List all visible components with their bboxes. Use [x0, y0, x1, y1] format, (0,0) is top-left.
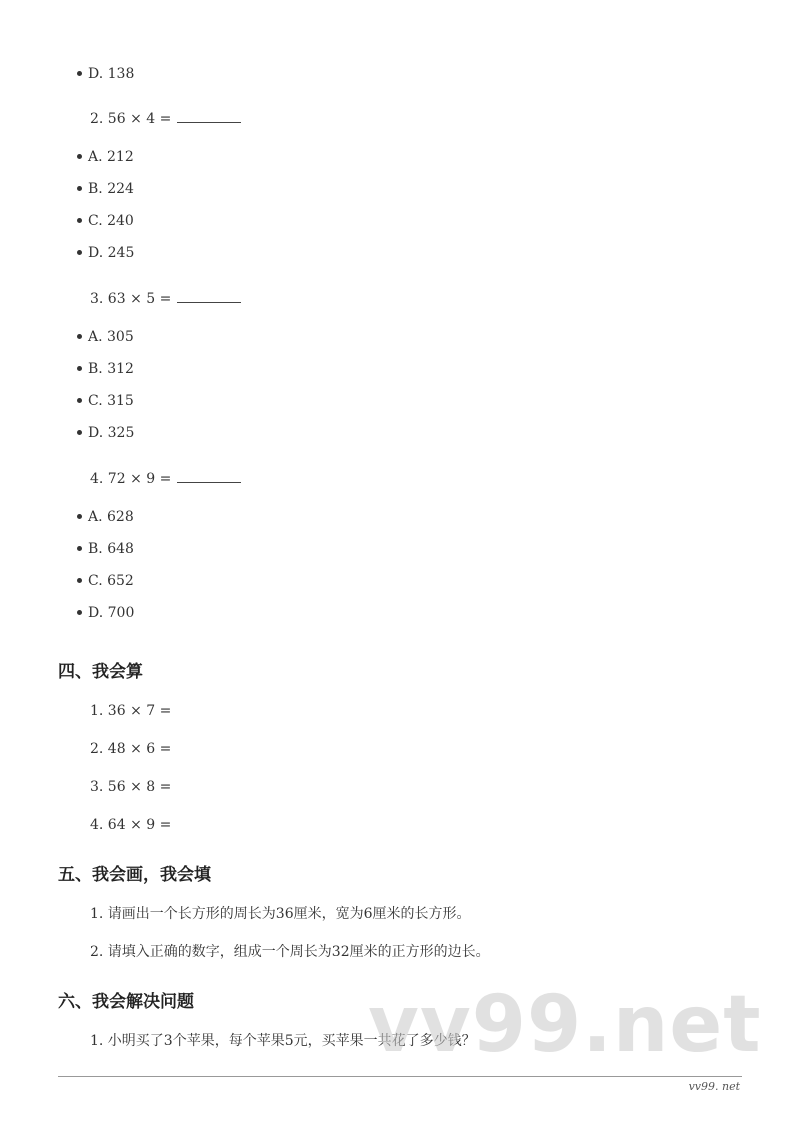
bullet-icon	[77, 578, 82, 583]
q3-option-a: A. 305	[77, 328, 134, 346]
bullet-icon	[77, 398, 82, 403]
q3-option-c: C. 315	[77, 392, 134, 410]
section-4-item: 1. 36 × 7 =	[90, 703, 172, 719]
q3-stem: 3. 63 × 5 =	[90, 290, 241, 308]
footer-divider	[58, 1076, 742, 1077]
section-6-item: 1. 小明买了3个苹果，每个苹果5元，买苹果一共花了多少钱？	[90, 1033, 476, 1049]
q4-option-d: D. 700	[77, 604, 134, 622]
bullet-icon	[77, 154, 82, 159]
bullet-icon	[77, 546, 82, 551]
section-4-item: 3. 56 × 8 =	[90, 779, 172, 795]
answer-blank[interactable]	[177, 110, 241, 123]
bullet-icon	[77, 218, 82, 223]
q2-stem: 2. 56 × 4 =	[90, 110, 241, 128]
bullet-icon	[77, 514, 82, 519]
bullet-icon	[77, 186, 82, 191]
section-6-title: 六、我会解决问题	[58, 992, 194, 1012]
answer-blank[interactable]	[177, 290, 241, 303]
watermark: vv99.net	[368, 980, 762, 1070]
q4-option-b: B. 648	[77, 540, 134, 558]
q4-option-a: A. 628	[77, 508, 134, 526]
bullet-icon	[77, 250, 82, 255]
q3-option-d: D. 325	[77, 424, 134, 442]
q4-stem: 4. 72 × 9 =	[90, 470, 241, 488]
q1-option-d: D. 138	[77, 65, 134, 83]
bullet-icon	[77, 610, 82, 615]
bullet-icon	[77, 366, 82, 371]
q2-option-c: C. 240	[77, 212, 134, 230]
q2-option-d: D. 245	[77, 244, 134, 262]
q2-option-a: A. 212	[77, 148, 134, 166]
answer-blank[interactable]	[177, 470, 241, 483]
section-5-item: 1. 请画出一个长方形的周长为36厘米，宽为6厘米的长方形。	[90, 906, 471, 922]
q4-option-c: C. 652	[77, 572, 134, 590]
bullet-icon	[77, 430, 82, 435]
section-4-item: 4. 64 × 9 =	[90, 817, 172, 833]
section-4-item: 2. 48 × 6 =	[90, 741, 172, 757]
section-5-title: 五、我会画，我会填	[58, 865, 211, 885]
section-4-title: 四、我会算	[58, 662, 143, 682]
q2-option-b: B. 224	[77, 180, 134, 198]
bullet-icon	[77, 71, 82, 76]
footer-site-label: vv99. net	[688, 1080, 740, 1093]
section-5-item: 2. 请填入正确的数字，组成一个周长为32厘米的正方形的边长。	[90, 944, 490, 960]
q3-option-b: B. 312	[77, 360, 134, 378]
bullet-icon	[77, 334, 82, 339]
